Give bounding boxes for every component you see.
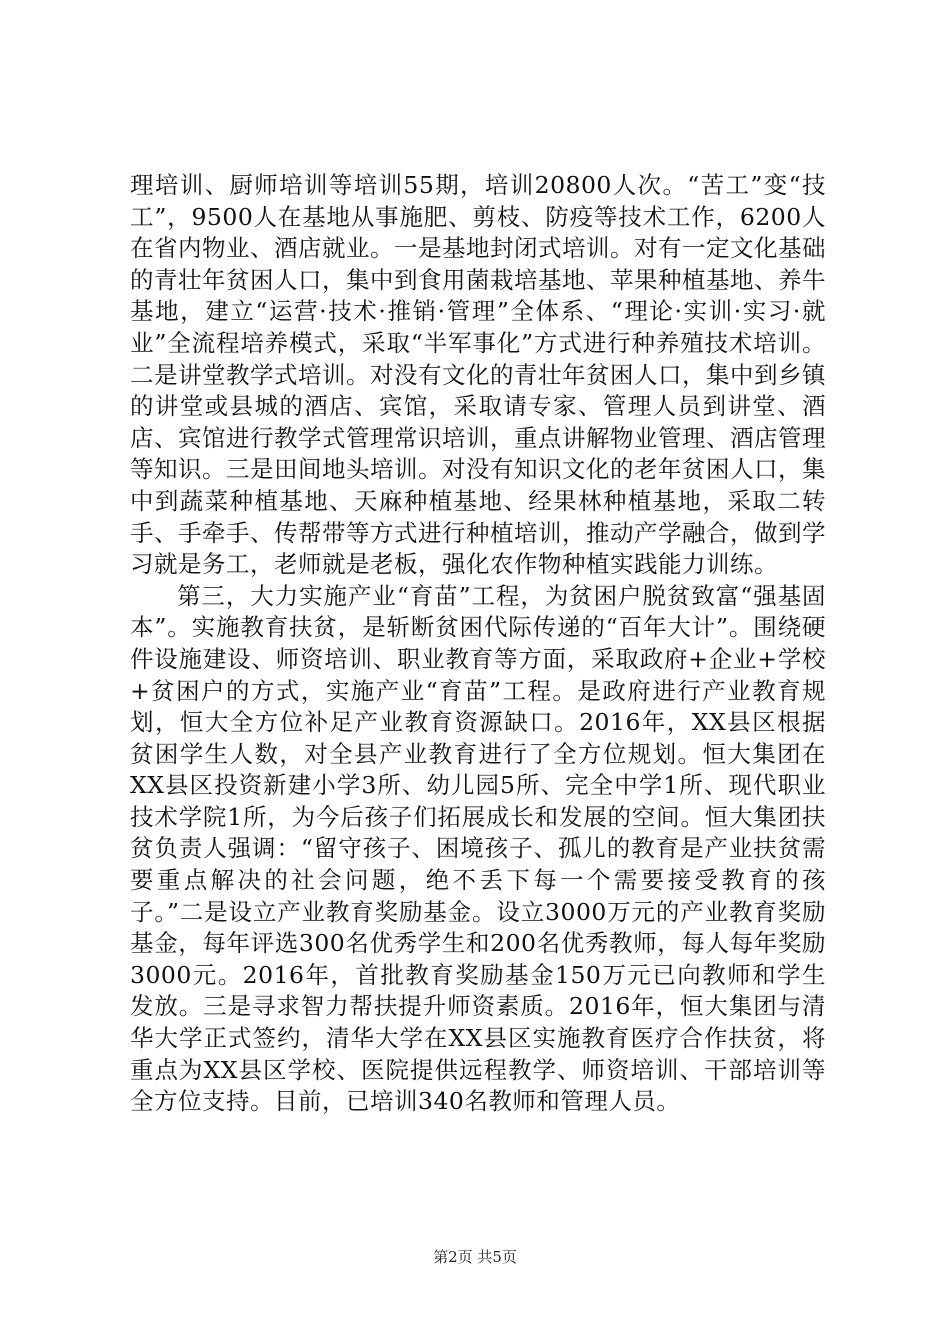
paragraph-training-continued: 理培训、厨师培训等培训55期，培训20800人次。“苦工”变“技工”，9500人在基地从事施肥、剪枝、防疫等技术工作，6200人在省内物业、酒店就业。一是基地封闭式培训。对有一定文化基础的青壮年贫困人口，集中到食用菌栽培基地、苹果种植基地、养牛基地，建立“运营·技术·推销·管理”全体系、“理论·实训·实习·就业”全流程培养模式，采取“半军事化”方式进行种养殖技术培训。二是讲堂教学式培训。对没有文化的青壮年贫困人口，集中到乡镇的讲堂或县城的酒店、宾馆，采取请专家、管理人员到讲堂、酒店、宾馆进行教学式管理常识培训，重点讲解物业管理、酒店管理等知识。三是田间地头培训。对没有知识文化的老年贫困人口，集中到蔬菜种植基地、天麻种植基地、经果林种植基地，采取二转手、手牵手、传帮带等方式进行种植培训，推动产学融合，做到学习就是务工，老师就是老板，强化农作物种植实践能力训练。	[130, 171, 826, 579]
document-body	[130, 170, 826, 1118]
paragraph-education-poverty-alleviation: 第三，大力实施产业“育苗”工程，为贫困户脱贫致富“强基固本”。实施教育扶贫，是斩断贫困代际传递的“百年大计”。围绕硬件设施建设、师资培训、职业教育等方面，采取政府+企业+学校+贫困户的方式，实施产业“育苗”工程。是政府进行产业教育规划，恒大全方位补足产业教育资源缺口。2016年，XX县区根据贫困学生人数，对全县产业教育进行了全方位规划。恒大集团在XX县区投资新建小学3所、幼儿园5所、完全中学1所、现代职业技术学院1所，为今后孩子们拓展成长和发展的空间。恒大集团扶贫负责人强调：“留守孩子、困境孩子、孤儿的教育是产业扶贫需要重点解决的社会问题，绝不丢下每一个需要接受教育的孩子。”二是设立产业教育奖励基金。设立3000万元的产业教育奖励基金，每年评选300名优秀学生和200名优秀教师，每人每年奖励3000元。2016年，首批教育奖励基金150万元已向教师和学生发放。三是寻求智力帮扶提升师资素质。2016年，恒大集团与清华大学正式签约，清华大学在XX县区实施教育医疗合作扶贫，将重点为XX县区学校、医院提供远程教学、师资培训、干部培训等全方位支持。目前，已培训340名教师和管理人员。	[130, 581, 826, 1116]
page-number-footer: 第2页 共5页	[433, 1248, 517, 1266]
